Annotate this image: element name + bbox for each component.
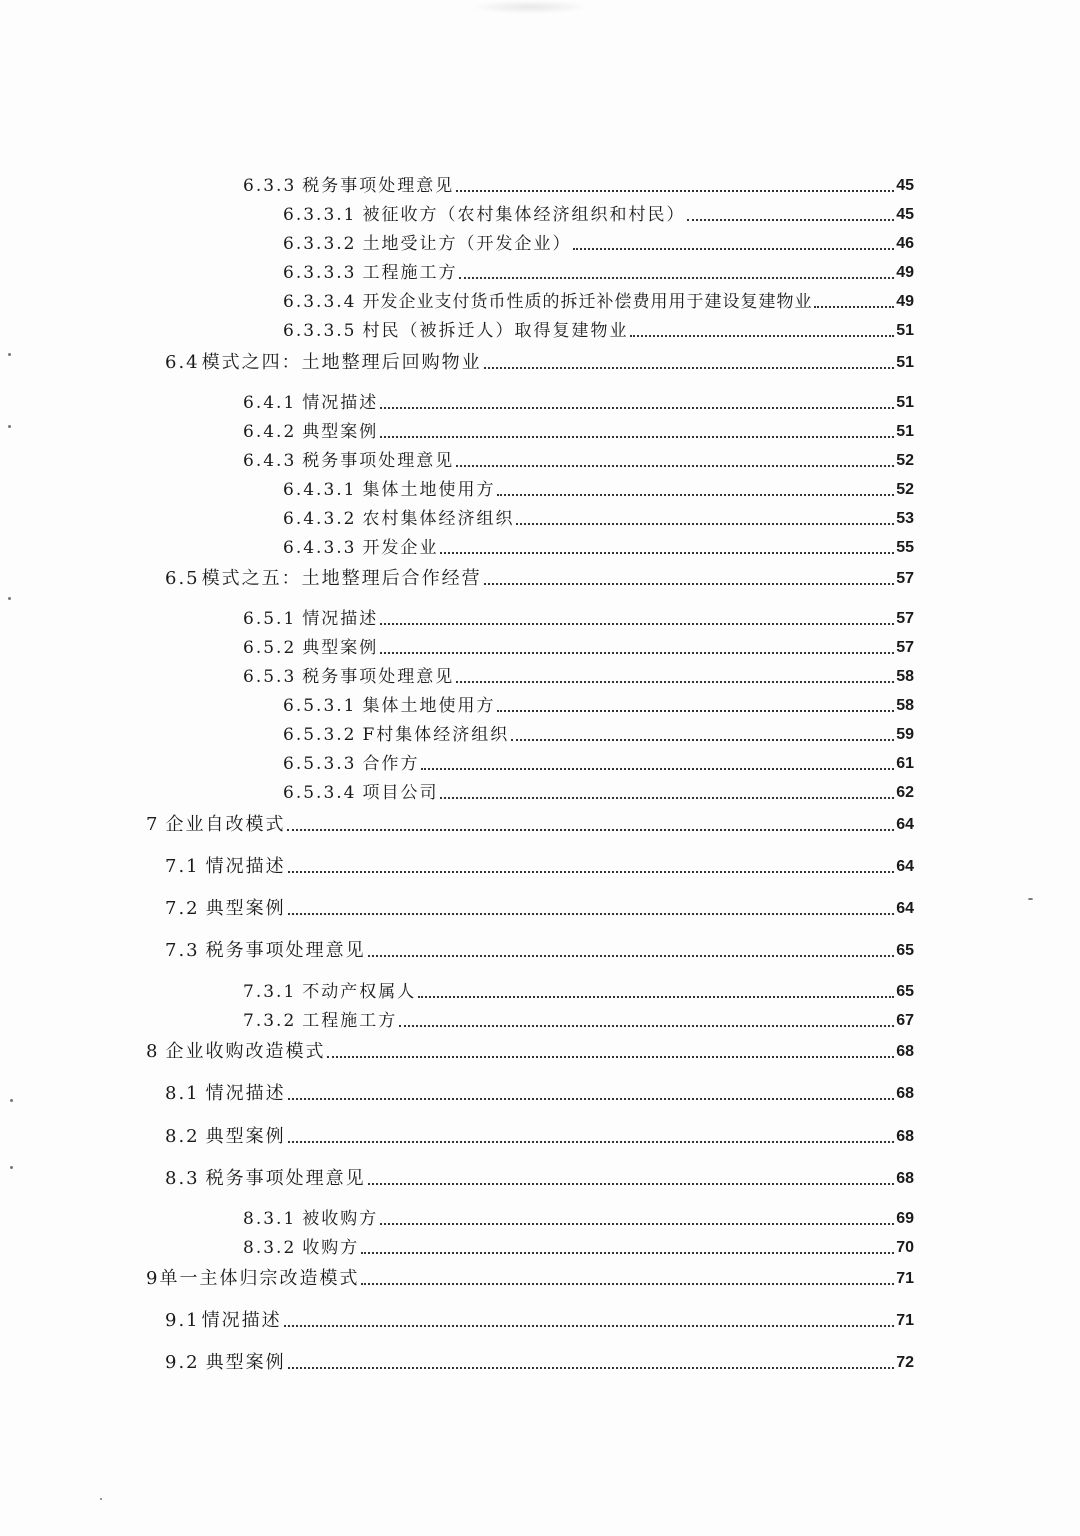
toc-number: 6.5.3 — [243, 667, 297, 687]
toc-number: 6.5.1 — [243, 609, 297, 629]
scan-speck — [8, 353, 11, 356]
toc-entry[interactable] — [165, 1080, 914, 1104]
toc-page-number: 64 — [896, 816, 914, 833]
toc-title: 企业收购改造模式 — [165, 1041, 326, 1062]
toc-entry[interactable] — [283, 288, 914, 312]
toc-number: 9.2 — [165, 1352, 200, 1373]
toc-page-number: 65 — [896, 983, 914, 1000]
scan-speck — [8, 425, 11, 428]
dot-leader — [516, 523, 894, 525]
toc-entry[interactable] — [283, 201, 914, 225]
toc-page-number: 45 — [896, 177, 914, 194]
toc-page-number: 45 — [896, 206, 914, 223]
toc-title: 工程施工方 — [362, 263, 458, 283]
toc-page-number: 57 — [896, 610, 914, 627]
toc-number: 6.3.3.1 — [283, 205, 357, 225]
scan-speck — [10, 1099, 13, 1102]
toc-entry[interactable] — [243, 978, 914, 1002]
scan-speck — [8, 597, 11, 600]
toc-entry[interactable] — [283, 230, 914, 254]
toc-page-number: 72 — [896, 1354, 914, 1371]
toc-number: 6.4.3.3 — [283, 538, 357, 558]
dot-leader — [459, 277, 894, 279]
dot-leader — [380, 407, 894, 409]
scan-speck — [1028, 898, 1033, 900]
toc-page-number: 62 — [896, 784, 914, 801]
toc-entry[interactable] — [146, 811, 914, 835]
toc-number: 6.3.3.5 — [283, 321, 357, 341]
toc-title: 土地受让方（开发企业） — [362, 234, 572, 254]
toc-title: 情况描述 — [302, 609, 379, 629]
toc-number: 8.3.1 — [243, 1209, 297, 1229]
dot-leader — [399, 1025, 894, 1027]
toc-entry[interactable] — [146, 1265, 914, 1289]
toc-page-number: 64 — [896, 858, 914, 875]
toc-title: 不动产权属人 — [302, 982, 417, 1002]
toc-number: 6.4.3 — [243, 451, 297, 471]
toc-title: 收购方 — [302, 1238, 360, 1258]
toc-entry[interactable] — [165, 1123, 914, 1147]
toc-entry[interactable] — [165, 1165, 914, 1189]
toc-page-number: 59 — [896, 726, 914, 743]
toc-title: 工程施工方 — [302, 1011, 398, 1031]
toc-page-number: 51 — [896, 354, 914, 371]
toc-entry[interactable] — [243, 634, 914, 658]
dot-leader — [288, 913, 895, 915]
toc-number: 8.1 — [165, 1083, 200, 1104]
toc-page-number: 51 — [896, 423, 914, 440]
toc-number: 6.4 — [165, 352, 200, 373]
toc-number: 7.3.1 — [243, 982, 297, 1002]
toc-entry[interactable] — [283, 534, 914, 558]
toc-number: 6.5.3.4 — [283, 783, 357, 803]
dot-leader — [440, 797, 894, 799]
toc-page-number: 49 — [896, 293, 914, 310]
toc-number: 6.5.2 — [243, 638, 297, 658]
toc-title: 情况描述 — [302, 393, 379, 413]
scan-shadow — [470, 0, 590, 14]
toc-entry[interactable] — [165, 937, 914, 961]
toc-page-number: 52 — [896, 452, 914, 469]
toc-page-number: 53 — [896, 510, 914, 527]
toc-entry[interactable] — [243, 447, 914, 471]
dot-leader — [511, 739, 894, 741]
toc-page-number: 65 — [896, 942, 914, 959]
toc-page-number: 67 — [896, 1012, 914, 1029]
toc-title: 情况描述 — [205, 856, 286, 877]
toc-number: 8.3 — [165, 1168, 200, 1189]
toc-page-number: 70 — [896, 1239, 914, 1256]
toc-page-number: 51 — [896, 322, 914, 339]
dot-leader — [484, 367, 895, 369]
dot-leader — [456, 465, 894, 467]
toc-number: 6.5.3.2 — [283, 725, 357, 745]
toc-entry[interactable] — [243, 172, 914, 196]
toc-page-number: 64 — [896, 900, 914, 917]
dot-leader — [440, 552, 894, 554]
toc-page-number: 49 — [896, 264, 914, 281]
toc-entry[interactable] — [283, 317, 914, 341]
toc-number: 6.3.3.2 — [283, 234, 357, 254]
toc-title: 典型案例 — [205, 898, 286, 919]
toc-title: F村集体经济组织 — [362, 725, 510, 745]
toc-number: 9.1 — [165, 1310, 200, 1331]
toc-page-number: 57 — [896, 639, 914, 656]
toc-title: 合作方 — [362, 754, 420, 774]
dot-leader — [284, 1325, 895, 1327]
dot-leader — [456, 190, 894, 192]
scan-speck — [100, 1498, 102, 1500]
toc-number: 6.3.3.3 — [283, 263, 357, 283]
toc-title: 税务事项处理意见 — [302, 176, 455, 196]
dot-leader — [380, 623, 894, 625]
dot-leader — [687, 219, 894, 221]
toc-title: 村民（被拆迁人）取得复建物业 — [362, 321, 629, 341]
toc-page-number: 58 — [896, 697, 914, 714]
toc-entry[interactable] — [243, 1234, 914, 1258]
toc-number: 6.4.3.2 — [283, 509, 357, 529]
toc-title: 典型案例 — [302, 422, 379, 442]
toc-entry[interactable] — [283, 505, 914, 529]
dot-leader — [288, 871, 895, 873]
dot-leader — [380, 1223, 894, 1225]
toc-page-number: 55 — [896, 539, 914, 556]
toc-entry[interactable] — [165, 1307, 914, 1331]
dot-leader — [288, 1098, 895, 1100]
toc-title: 情况描述 — [205, 1083, 286, 1104]
dot-leader — [484, 583, 895, 585]
toc-entry[interactable] — [243, 418, 914, 442]
toc-title: 被收购方 — [302, 1209, 379, 1229]
dot-leader — [456, 681, 894, 683]
dot-leader — [368, 1183, 895, 1185]
toc-entry[interactable] — [243, 605, 914, 629]
dot-leader — [497, 494, 894, 496]
toc-page-number: 68 — [896, 1085, 914, 1102]
toc-page-number: 46 — [896, 235, 914, 252]
toc-number: 6.5.3.1 — [283, 696, 357, 716]
toc-number: 9 — [146, 1268, 160, 1289]
toc-number: 7.1 — [165, 856, 200, 877]
toc-page-number: 68 — [896, 1170, 914, 1187]
toc-entry[interactable] — [283, 259, 914, 283]
toc-page-number: 69 — [896, 1210, 914, 1227]
dot-leader — [380, 436, 894, 438]
toc-page-number: 71 — [896, 1312, 914, 1329]
toc-title: 开发企业支付货币性质的拆迁补偿费用用于建设复建物业 — [362, 292, 813, 312]
toc-page-number: 68 — [896, 1043, 914, 1060]
toc-entry[interactable] — [165, 895, 914, 919]
toc-title: 农村集体经济组织 — [362, 509, 515, 529]
toc-title: 被征收方（农村集体经济组织和村民） — [362, 205, 686, 225]
toc-title: 集体土地使用方 — [362, 480, 496, 500]
dot-leader — [573, 248, 894, 250]
toc-number: 6.4.3.1 — [283, 480, 357, 500]
toc-page-number: 51 — [896, 394, 914, 411]
toc-title: 集体土地使用方 — [362, 696, 496, 716]
toc-entry[interactable] — [243, 1007, 914, 1031]
toc-number: 7 — [146, 814, 160, 835]
toc-number: 6.5.3.3 — [283, 754, 357, 774]
toc-entry[interactable] — [243, 1205, 914, 1229]
dot-leader — [361, 1283, 894, 1285]
toc-page-number: 61 — [896, 755, 914, 772]
toc-number: 6.4.1 — [243, 393, 297, 413]
dot-leader — [288, 1141, 895, 1143]
toc-entry[interactable] — [146, 1038, 914, 1062]
toc-title: 典型案例 — [302, 638, 379, 658]
toc-title: 情况描述 — [201, 1310, 282, 1331]
toc-page-number: 58 — [896, 668, 914, 685]
toc-entry[interactable] — [165, 349, 914, 373]
toc-number: 7.3 — [165, 940, 200, 961]
toc-entry[interactable] — [283, 721, 914, 745]
toc-entry[interactable] — [283, 779, 914, 803]
toc-title: 典型案例 — [205, 1126, 286, 1147]
dot-leader — [287, 829, 894, 831]
toc-title: 税务事项处理意见 — [302, 451, 455, 471]
toc-number: 8 — [146, 1041, 160, 1062]
scan-speck — [10, 1166, 13, 1169]
toc-number: 6.3.3 — [243, 176, 297, 196]
toc-title: 单一主体归宗改造模式 — [159, 1268, 360, 1289]
toc-title: 模式之四：土地整理后回购物业 — [201, 352, 482, 373]
dot-leader — [421, 768, 894, 770]
toc-number: 8.3.2 — [243, 1238, 297, 1258]
dot-leader — [630, 335, 894, 337]
toc-number: 6.5 — [165, 568, 200, 589]
toc-number: 8.2 — [165, 1126, 200, 1147]
toc-title: 项目公司 — [362, 783, 439, 803]
dot-leader — [368, 955, 895, 957]
dot-leader — [418, 996, 894, 998]
toc-title: 企业自改模式 — [165, 814, 286, 835]
dot-leader — [380, 652, 894, 654]
toc-number: 6.3.3.4 — [283, 292, 357, 312]
dot-leader — [288, 1367, 895, 1369]
toc-page-number: 52 — [896, 481, 914, 498]
toc-number: 7.2 — [165, 898, 200, 919]
toc-title: 开发企业 — [362, 538, 439, 558]
toc-entry[interactable] — [283, 692, 914, 716]
dot-leader — [327, 1056, 894, 1058]
toc-entry[interactable] — [165, 565, 914, 589]
toc-number: 6.4.2 — [243, 422, 297, 442]
toc-title: 税务事项处理意见 — [205, 1168, 366, 1189]
dot-leader — [361, 1252, 894, 1254]
toc-number: 7.3.2 — [243, 1011, 297, 1031]
toc-title: 模式之五：土地整理后合作经营 — [201, 568, 482, 589]
toc-page-number: 68 — [896, 1128, 914, 1145]
dot-leader — [814, 306, 894, 308]
toc-entry[interactable] — [243, 663, 914, 687]
toc-title: 税务事项处理意见 — [205, 940, 366, 961]
toc-title: 典型案例 — [205, 1352, 286, 1373]
toc-entry[interactable] — [165, 853, 914, 877]
toc-entry[interactable] — [283, 476, 914, 500]
toc-entry[interactable] — [243, 389, 914, 413]
toc-page-number: 71 — [896, 1270, 914, 1287]
toc-entry[interactable] — [283, 750, 914, 774]
dot-leader — [497, 710, 894, 712]
toc-entry[interactable] — [165, 1349, 914, 1373]
toc-title: 税务事项处理意见 — [302, 667, 455, 687]
toc-page-number: 57 — [896, 570, 914, 587]
